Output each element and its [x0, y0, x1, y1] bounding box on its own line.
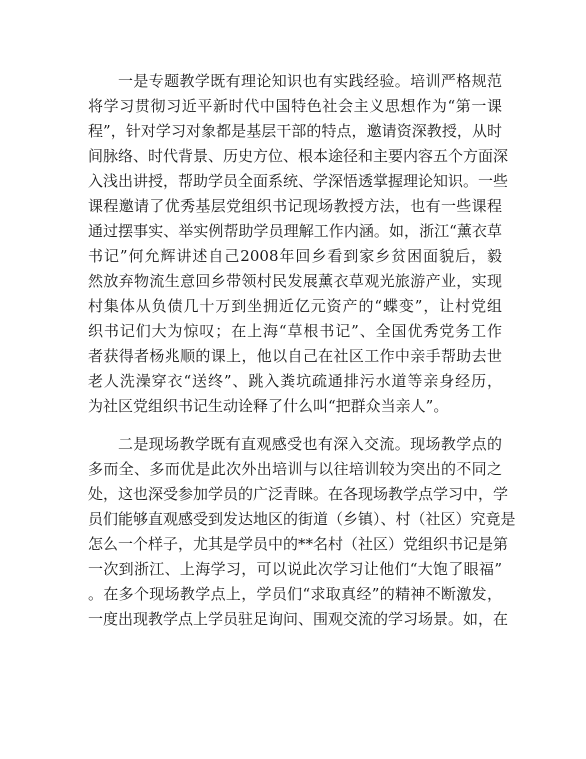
- text-line: 一度出现教学点上学员驻足询问、围观交流的学习场景。如，在: [88, 610, 509, 628]
- text-line: 间脉络、时代背景、历史方位、根本途径和主要内容五个方面深: [88, 147, 509, 165]
- text-line: 一次到浙江、上海学习，可以说此次学习让他们“大饱了眼福”: [88, 560, 502, 578]
- text-line: 怎么一个样子，尤其是学员中的**名村（社区）党组织书记是第: [88, 535, 509, 553]
- text-line: 课程邀请了优秀基层党组织书记现场教授方法，也有一些课程: [88, 197, 502, 215]
- paragraph-2: [88, 432, 516, 632]
- paragraph-gap: [88, 419, 502, 432]
- text-line: 将学习贯彻习近平新时代中国特色社会主义思想作为“第一课: [88, 97, 502, 115]
- text-line: 入浅出讲授，帮助学员全面系统、学深悟透掌握理论知识。一些: [88, 172, 509, 190]
- text-line: 织书记们大为惊叹；在上海“草根书记”、全国优秀党务工作: [88, 322, 502, 340]
- text-line: 处，这也深受参加学员的广泛青睐。在各现场教学点学习中，学: [88, 485, 509, 503]
- text-line: 多而全、多而优是此次外出培训与以往培训较为突出的不同之: [88, 460, 502, 478]
- text-line: 村集体从负债几十万到坐拥近亿元资产的“蝶变”，让村党组: [88, 297, 502, 315]
- text-line: 书记”何允辉讲述自己2008年回乡看到家乡贫困面貌后，毅: [88, 247, 502, 265]
- text-line: 员们能够直观感受到发达地区的街道（乡镇）、村（社区）究竟是: [88, 510, 516, 528]
- text-line: 为社区党组织书记生动诠释了什么叫“把群众当亲人”。: [88, 397, 449, 415]
- text-line: 一是专题教学既有理论知识也有实践经验。培训严格规范: [118, 72, 502, 90]
- paragraph-1: [88, 69, 509, 419]
- text-line: 老人洗澡穿衣“送终”、跳入粪坑疏通排污水道等亲身经历，: [88, 372, 502, 390]
- text-line: 。在多个现场教学点上，学员们“求取真经”的精神不断激发，: [88, 585, 502, 603]
- text-line: 二是现场教学既有直观感受也有深入交流。现场教学点的: [118, 435, 502, 453]
- text-line: 程”，针对学习对象都是基层干部的特点，邀请资深教授，从时: [88, 122, 502, 140]
- text-line: 然放弃物流生意回乡带领村民发展薰衣草观光旅游产业，实现: [88, 272, 502, 290]
- text-line: 者获得者杨兆顺的课上，他以自己在社区工作中亲手帮助去世: [88, 347, 502, 365]
- text-line: 通过摆事实、举实例帮助学员理解工作内涵。如，浙江“薰衣草: [88, 222, 502, 240]
- document-page: [88, 69, 516, 632]
